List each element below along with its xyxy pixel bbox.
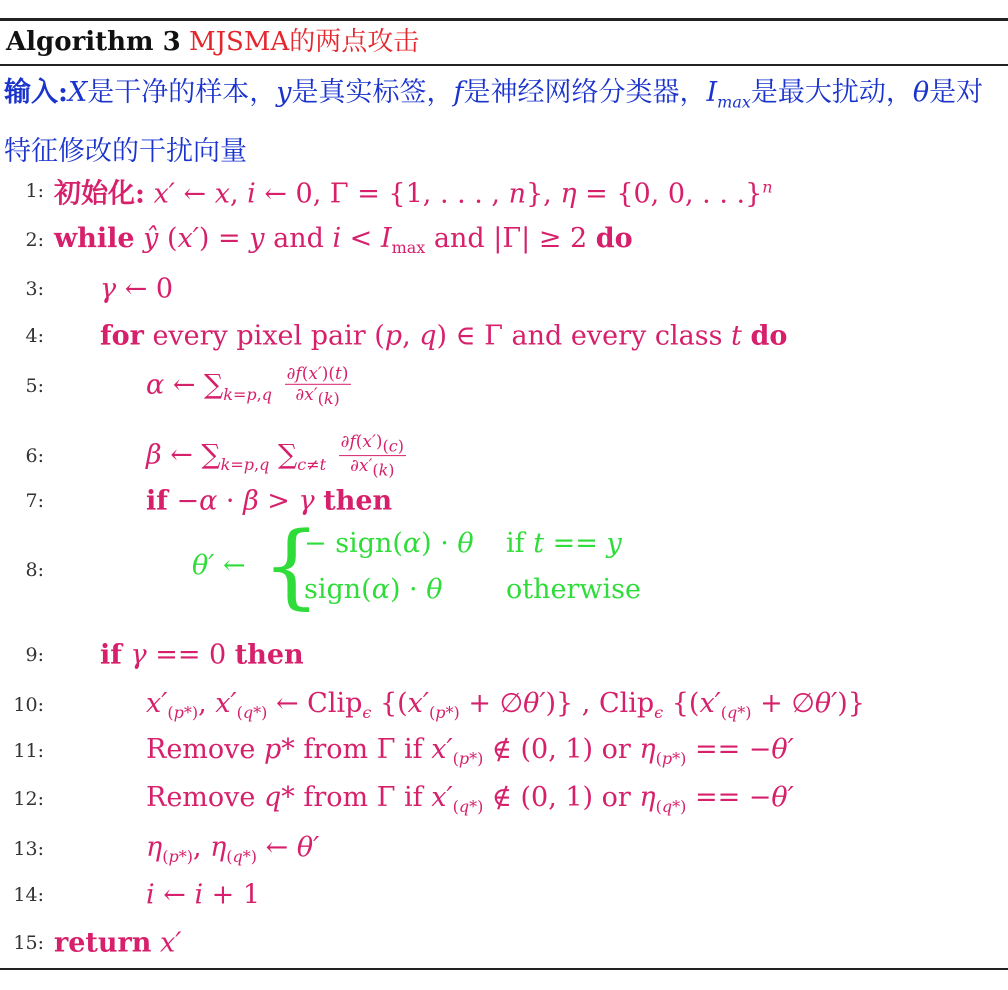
- line-1: [0, 168, 1008, 214]
- line-4: [0, 313, 1008, 359]
- title-rule: [0, 64, 1008, 66]
- theta-prime-assign: θ′ ←: [192, 550, 246, 581]
- line-number: 7:: [25, 490, 44, 512]
- algorithm-title: [6, 24, 419, 60]
- line-9: [0, 632, 1008, 678]
- line-number: 5:: [25, 375, 44, 397]
- top-rule: [0, 18, 1008, 21]
- line-number: 13:: [13, 838, 44, 860]
- line-7: [0, 478, 1008, 524]
- line-code: $x'_{(p*)}$, $x'_{(q*)}$ ← Clip$_\epsilon$ {($x'_{(p*)}$ + ∅θ′)} , Clip$_\epsilon$ {($x'_{(q*)}$ + ∅θ′)}: [146, 687, 865, 723]
- line-code: return x′: [54, 927, 182, 959]
- line-11: [0, 728, 1008, 774]
- line-10: [0, 680, 1008, 730]
- case-1: − sign(α) · θ: [304, 528, 474, 559]
- line-code: while ŷ (x′) = y and $i < I_{max}$ and |Γ| ≥ 2 do: [54, 222, 633, 258]
- line-14: [0, 872, 1008, 918]
- line-number: 1:: [25, 180, 44, 202]
- algorithm-name: MJSMA的两点攻击: [188, 27, 420, 57]
- line-code: Remove q* from Γ if $x'_{(q*)}$ ∉ (0, 1) or $\eta_{(q*)} == -\theta'$: [146, 781, 794, 817]
- case-1-condition: if t == y: [506, 528, 622, 559]
- line-code: if γ == 0 then: [100, 639, 304, 671]
- line-code: γ ← 0: [100, 273, 174, 305]
- line-6: [0, 428, 1008, 484]
- line-number: 2:: [25, 229, 44, 251]
- line-number: 14:: [13, 884, 44, 906]
- line-code: if −α · β > γ then: [146, 485, 393, 517]
- line-number: 10:: [13, 694, 44, 716]
- line-number: 3:: [25, 278, 44, 300]
- line-2: [0, 217, 1008, 263]
- bottom-rule: [0, 968, 1008, 970]
- line-number: 9:: [25, 644, 44, 666]
- algorithm-label: Algorithm 3: [6, 27, 181, 57]
- line-code: β ← $\sum_{k=p,q}$ $\sum_{c\ne t}$ $\frac{\partial f(x')_{(c)}}{\partial x'_{(k)}}$: [146, 432, 404, 480]
- line-number: 8:: [25, 559, 44, 581]
- input-label: 输入:: [4, 77, 68, 108]
- line-13: [0, 826, 1008, 872]
- algorithm-input: 输入:X是干净的样本，y是真实标签，f是神经网络分类器，$I_{max}$是最大扰动，θ是对特征修改的干扰向量: [4, 77, 984, 168]
- line-number: 4:: [25, 325, 44, 347]
- line-number: 11:: [13, 740, 44, 762]
- line-code: for every pixel pair (p, q) ∈ Γ and every class t do: [100, 320, 788, 352]
- line-3: [0, 266, 1008, 312]
- line-number: 15:: [13, 932, 44, 954]
- line-8: [0, 512, 1008, 619]
- line-code: 初始化: x′ ← x, i ← 0, Γ = {1, . . . , n}, η = {0, 0, . . .}$^n$: [54, 177, 773, 210]
- line-5: [0, 360, 1008, 412]
- line-number: 12:: [13, 788, 44, 810]
- line-code: Remove p* from Γ if $x'_{(p*)}$ ∉ (0, 1) or $\eta_{(p*)} == -\theta'$: [146, 733, 794, 769]
- cases-brace: {: [262, 512, 321, 619]
- case-2: sign(α) · θ: [304, 574, 443, 605]
- line-number: 6:: [25, 445, 44, 467]
- line-code: i ← i + 1: [146, 879, 261, 911]
- line-12: [0, 776, 1008, 822]
- line-code: α ← $\sum_{k=p,q}$ $\frac{\partial f(x')(t)}{\partial x'_{(k)}}$: [146, 363, 349, 409]
- line-15: [0, 920, 1008, 966]
- line-code: $\eta_{(p*)}$, $\eta_{(q*)}$ ← θ′: [146, 831, 320, 867]
- case-2-condition: otherwise: [506, 574, 641, 605]
